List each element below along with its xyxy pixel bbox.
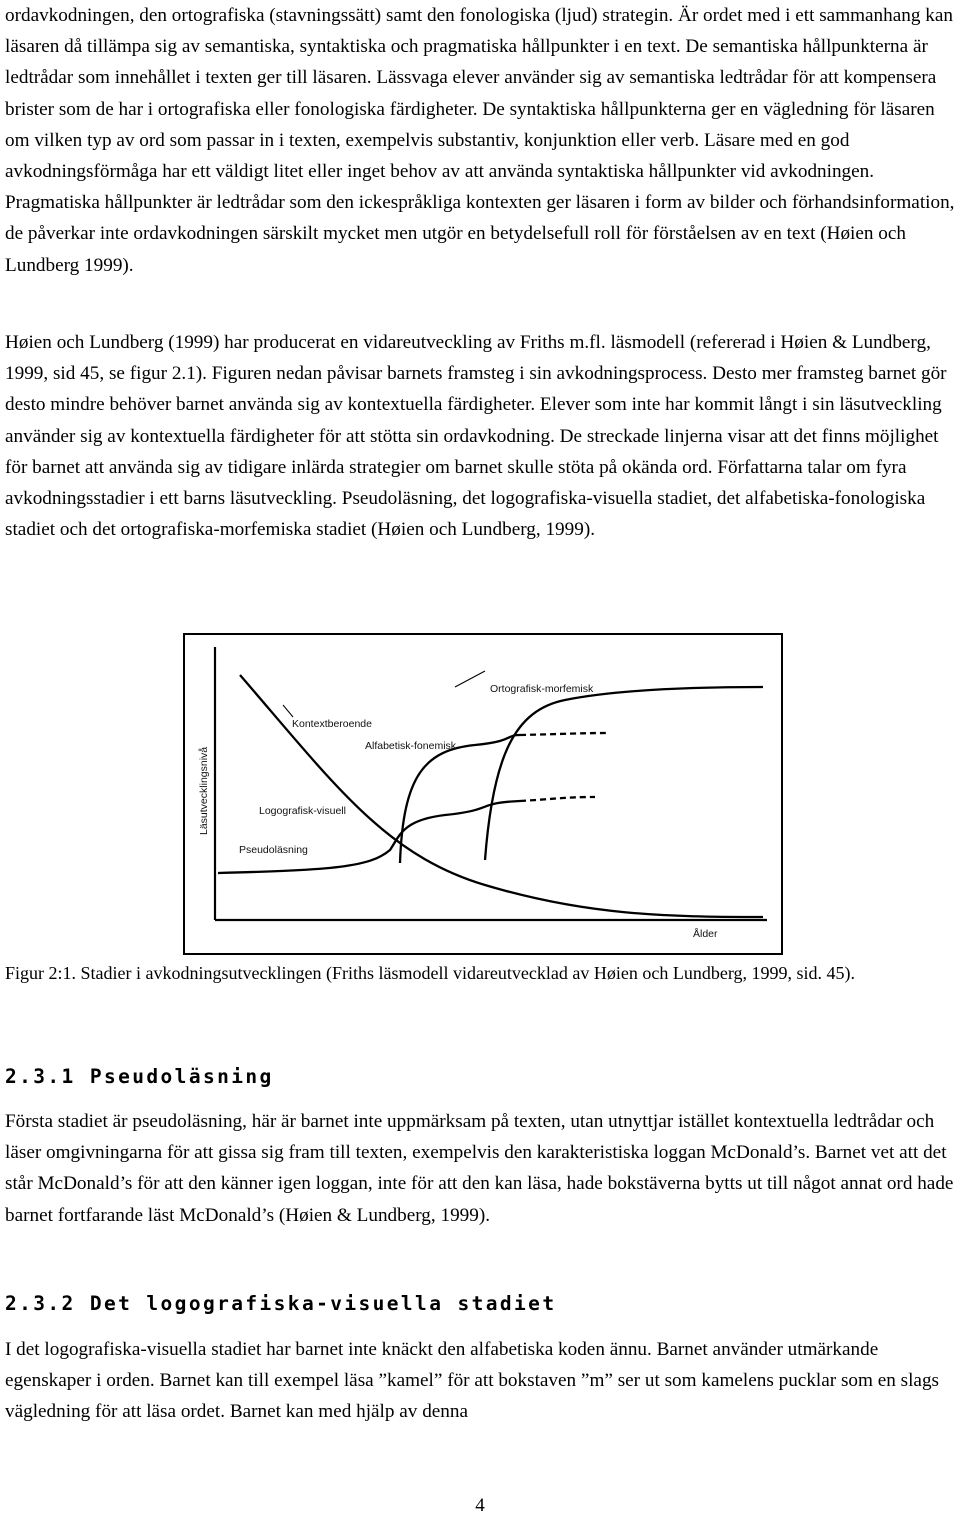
x-axis-label: Ålder bbox=[693, 928, 718, 940]
alfabetisk-dashed-line bbox=[520, 733, 610, 735]
label-ortografisk: Ortografisk-morfemisk bbox=[490, 683, 594, 695]
label-alfabetisk: Alfabetisk-fonemisk bbox=[365, 740, 457, 752]
ortografisk-curve bbox=[485, 687, 763, 860]
body-paragraph-2: Høien och Lundberg (1999) har producerat en vidareutveckling av Friths m.fl. läsmodell (refererad i Høien & Lundberg, 1999, sid 45, se figur 2.1). Figuren nedan påvisar barnets framsteg i sin avkodningsprocess. Desto mer framsteg barnet gör desto mindre behöver barnet använda sig av kontextuella färdigheter. Elever som inte har kommit långt i sin läsutveckling använder sig av kontextuella färdigheter för att stötta sin ordavkodning. De streckade linjerna visar att det finns möjlighet för barnet att använda sig av tidigare inlärda strategier om barnet skulle stöta på okända ord. Författarna talar om fyra avkodningsstadier i ett barns läsutveckling. Pseudoläsning, det logografiska-visuella stadiet, det alfabetiska-fonologiska stadiet och det ortografiska-morfemiska stadiet (Høien och Lundberg, 1999). bbox=[5, 332, 947, 541]
figure-canvas bbox=[185, 635, 781, 953]
label-logografisk: Logografisk-visuell bbox=[259, 805, 346, 817]
section-heading-pseudolasning: 2.3.1 Pseudoläsning bbox=[5, 1065, 274, 1088]
section-heading-logografiska: 2.3.2 Det logografiska-visuella stadiet bbox=[5, 1292, 557, 1315]
y-axis-label: Läsutvecklingsnivå bbox=[198, 746, 210, 835]
page-number: 4 bbox=[475, 1495, 485, 1516]
kontext-curve bbox=[240, 675, 763, 917]
section-1-paragraph: Första stadiet är pseudoläsning, här är barnet inte uppmärksam på texten, utan utnyttjar istället kontextuella ledtrådar och läser omgivningarna för att gissa sig fram till texten, exempelvis den karakteristiska loggan McDonald’s. Barnet vet att det står McDonald’s för att den känner igen loggan, inte för att den kan läsa, hade bokstäverna bytts ut till något annat ord hade barnet fortfarande läst McDonald’s (Høien & Lundberg, 1999). bbox=[5, 1111, 954, 1226]
figure-caption: Figur 2:1. Stadier i avkodningsutvecklingen (Friths läsmodell vidareutvecklad av Høien och Lundberg, 1999, sid. 45). bbox=[5, 963, 856, 983]
logografisk-dashed-line bbox=[520, 797, 595, 801]
kontext-pointer bbox=[283, 705, 293, 717]
section-2-paragraph: I det logografiska-visuella stadiet har barnet inte knäckt den alfabetiska koden ännu. Barnet använder utmärkande egenskaper i orden. Barnet kan till exempel läsa ”kamel” för att bokstaven ”m” ser ut som kamelens pucklar som en slags vägledning för att läsa ordet. Barnet kan med hjälp av denna bbox=[5, 1339, 940, 1423]
body-paragraph-1: ordavkodningen, den ortografiska (stavningssätt) samt den fonologiska (ljud) strategin. Är ordet med i ett sammanhang kan läsaren då tillämpa sig av semantiska, syntaktiska och pragmatiska hållpunkter i en text. De semantiska hållpunkterna är ledtrådar som innehållet i texten ger till läsaren. Lässvaga elever använder sig av semantiska ledtrådar för att kompensera brister som de har i ortografiska eller fonologiska färdigheter. De syntaktiska hållpunkterna ger en vägledning för läsaren om vilken typ av ord som passar in i texten, exempelvis substantiv, konjunktion eller verb. Läsare med en god avkodningsförmåga har ett väldigt litet eller inget behov av att använda syntaktiska hållpunkter vid avkodningen. Pragmatiska hållpunkter är ledtrådar som den ickespråkliga kontexten ger läsaren i form av bilder och förhandsinformation, de påverkar inte ordavkodningen särskilt mycket men utgör en betydelsefull roll för förståelsen av en text (Høien och Lundberg 1999). bbox=[5, 5, 955, 276]
reading-development-figure bbox=[183, 633, 783, 955]
ortografisk-pointer bbox=[455, 671, 485, 687]
alfabetisk-curve bbox=[400, 735, 520, 863]
label-pseudo: Pseudoläsning bbox=[239, 844, 308, 856]
label-kontext: Kontextberoende bbox=[292, 718, 372, 730]
